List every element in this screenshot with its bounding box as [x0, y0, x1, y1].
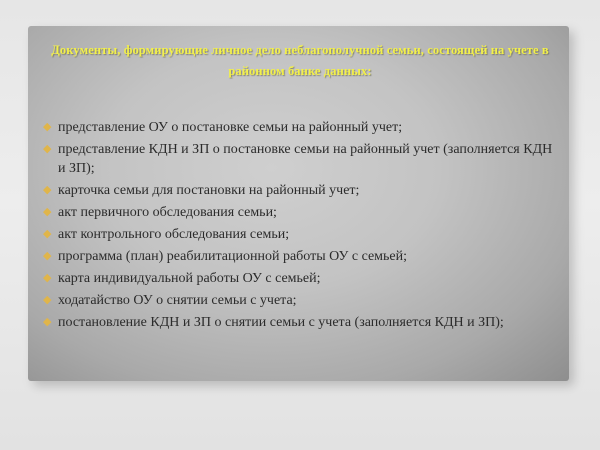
- bullet-icon: ◆: [43, 250, 52, 262]
- list-item: [42, 247, 557, 266]
- bullet-icon: ◆: [43, 272, 52, 284]
- list-item-text: программа (план) реабилитационной работы ОУ с семьей;: [58, 249, 408, 264]
- bullet-icon: ◆: [43, 184, 52, 196]
- list-item: [42, 225, 557, 244]
- bullet-icon: ◆: [43, 228, 52, 240]
- slide-heading: Документы, формирующие личное дело неблагополучной семьи, состоящей на учете в районном банке данных:: [51, 43, 549, 78]
- list-item-text: акт контрольного обследования семьи;: [58, 227, 290, 242]
- document-list: [42, 118, 557, 335]
- list-item: [42, 181, 557, 200]
- list-item: [42, 118, 557, 137]
- list-item: [42, 313, 557, 332]
- bullet-icon: ◆: [43, 143, 52, 155]
- list-item-text: постановление КДН и ЗП о снятии семьи с учета (заполняется КДН и ЗП);: [58, 315, 504, 330]
- list-item: [42, 269, 557, 288]
- slide-panel: [28, 26, 569, 381]
- list-item-text: ходатайство ОУ о снятии семьи с учета;: [58, 293, 297, 308]
- bullet-icon: ◆: [43, 316, 52, 328]
- list-item: [42, 140, 557, 178]
- list-item-text: карточка семьи для постановки на районный учет;: [58, 183, 360, 198]
- list-item: [42, 203, 557, 222]
- list-item-text: представление ОУ о постановке семьи на районный учет;: [58, 120, 403, 135]
- bullet-icon: ◆: [43, 294, 52, 306]
- list-item-text: акт первичного обследования семьи;: [58, 205, 277, 220]
- list-item: [42, 291, 557, 310]
- list-item-text: представление КДН и ЗП о постановке семьи на районный учет (заполняется КДН и ЗП);: [58, 142, 553, 176]
- bullet-icon: ◆: [43, 121, 52, 133]
- bullet-icon: ◆: [43, 206, 52, 218]
- list-item-text: карта индивидуальной работы ОУ с семьей;: [58, 271, 321, 286]
